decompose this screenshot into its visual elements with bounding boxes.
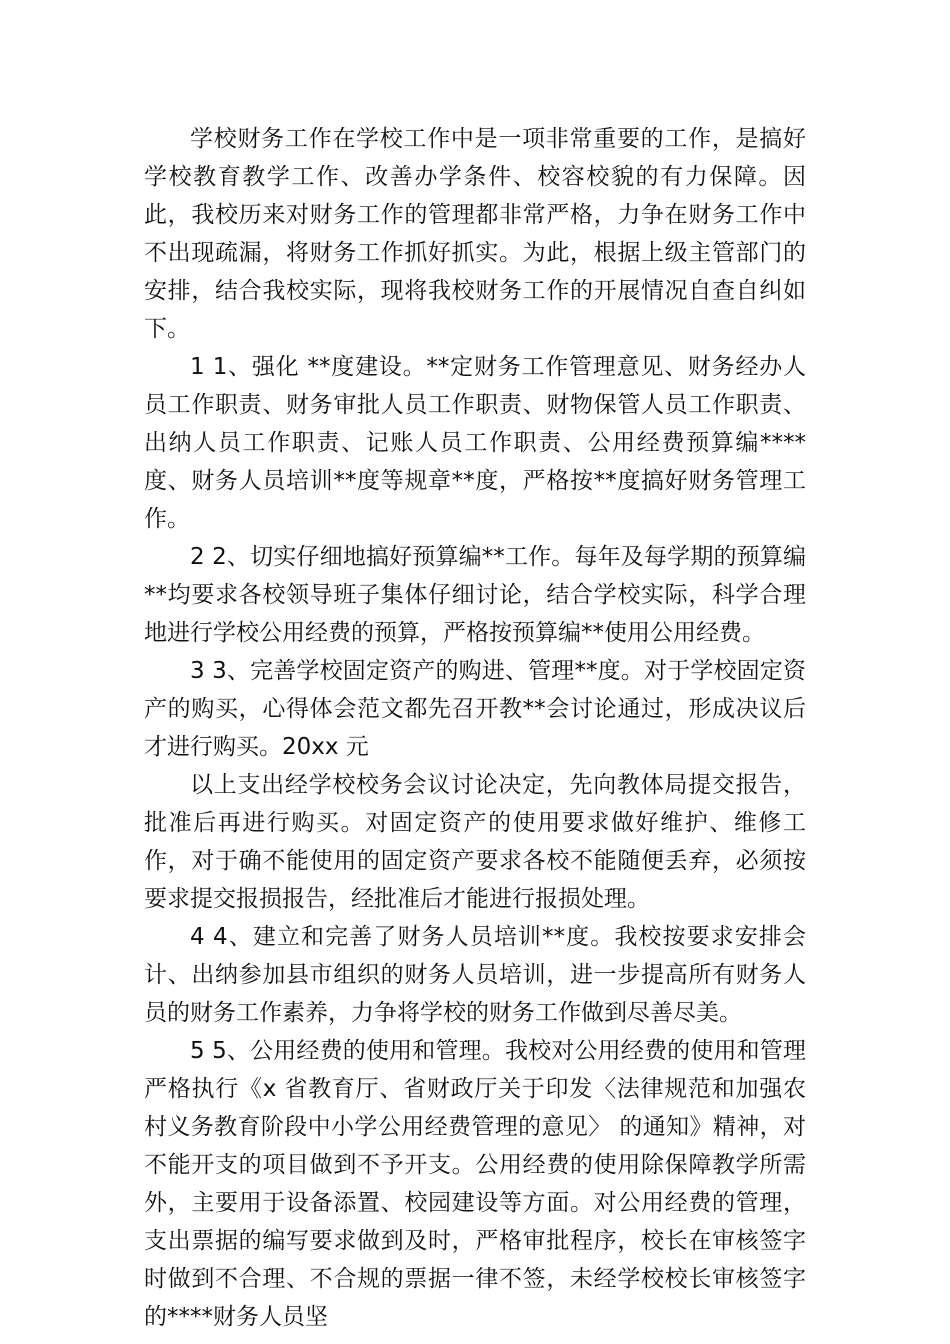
paragraph-item-3-continued: 以上支出经学校校务会议讨论决定，先向教体局提交报告，批准后再进行购买。对固定资产的使用要求做好维护、维修工作，对于确不能使用的固定资产要求各校不能随便丢弃，必须按要求提交报损报告，经批准后才能进行报损处理。 xyxy=(144,772,806,912)
paragraph-item-1: 1 1、强化 **度建设。**定财务工作管理意见、财务经办人员工作职责、财务审批人员工作职责、财物保管人员工作职责、出纳人员工作职责、记账人员工作职责、公用经费预算编****度、财务人员培训**度等规章**度，严格按**度搞好财务管理工作。 xyxy=(144,354,806,532)
document-body xyxy=(144,120,806,1336)
paragraph-item-3: 3 3、完善学校固定资产的购进、管理**度。对于学校固定资产的购买，心得体会范文都先召开教**会讨论通过，形成决议后才进行购买。20xx 元 xyxy=(144,658,806,760)
paragraph-item-5: 5 5、公用经费的使用和管理。我校对公用经费的使用和管理严格执行《x 省教育厅、省财政厅关于印发〈法律规范和加强农村义务教育阶段中小学公用经费管理的意见〉 的通知》精神，对不能开支的项目做到不予开支。公用经费的使用除保障教学所需外，主要用于设备添置、校园建设等方面。对公用经费的管理，支出票据的编写要求做到及时，严格审批程序，校长在审核签字时做到不合理、不合规的票据一律不签，未经学校校长审核签字的****财务人员坚 xyxy=(144,1038,806,1330)
paragraph-item-2: 2 2、切实仔细地搞好预算编**工作。每年及每学期的预算编**均要求各校领导班子集体仔细讨论，结合学校实际，科学合理地进行学校公用经费的预算，严格按预算编**使用公用经费。 xyxy=(144,544,806,646)
paragraph-intro: 学校财务工作在学校工作中是一项非常重要的工作，是搞好学校教育教学工作、改善办学条件、校容校貌的有力保障。因此，我校历来对财务工作的管理都非常严格，力争在财务工作中不出现疏漏，将财务工作抓好抓实。为此，根据上级主管部门的安排，结合我校实际，现将我校财务工作的开展情况自查自纠如下。 xyxy=(144,126,806,342)
paragraph-item-4: 4 4、建立和完善了财务人员培训**度。我校按要求安排会计、出纳参加县市组织的财务人员培训，进一步提高所有财务人员的财务工作素养，力争将学校的财务工作做到尽善尽美。 xyxy=(144,924,806,1026)
